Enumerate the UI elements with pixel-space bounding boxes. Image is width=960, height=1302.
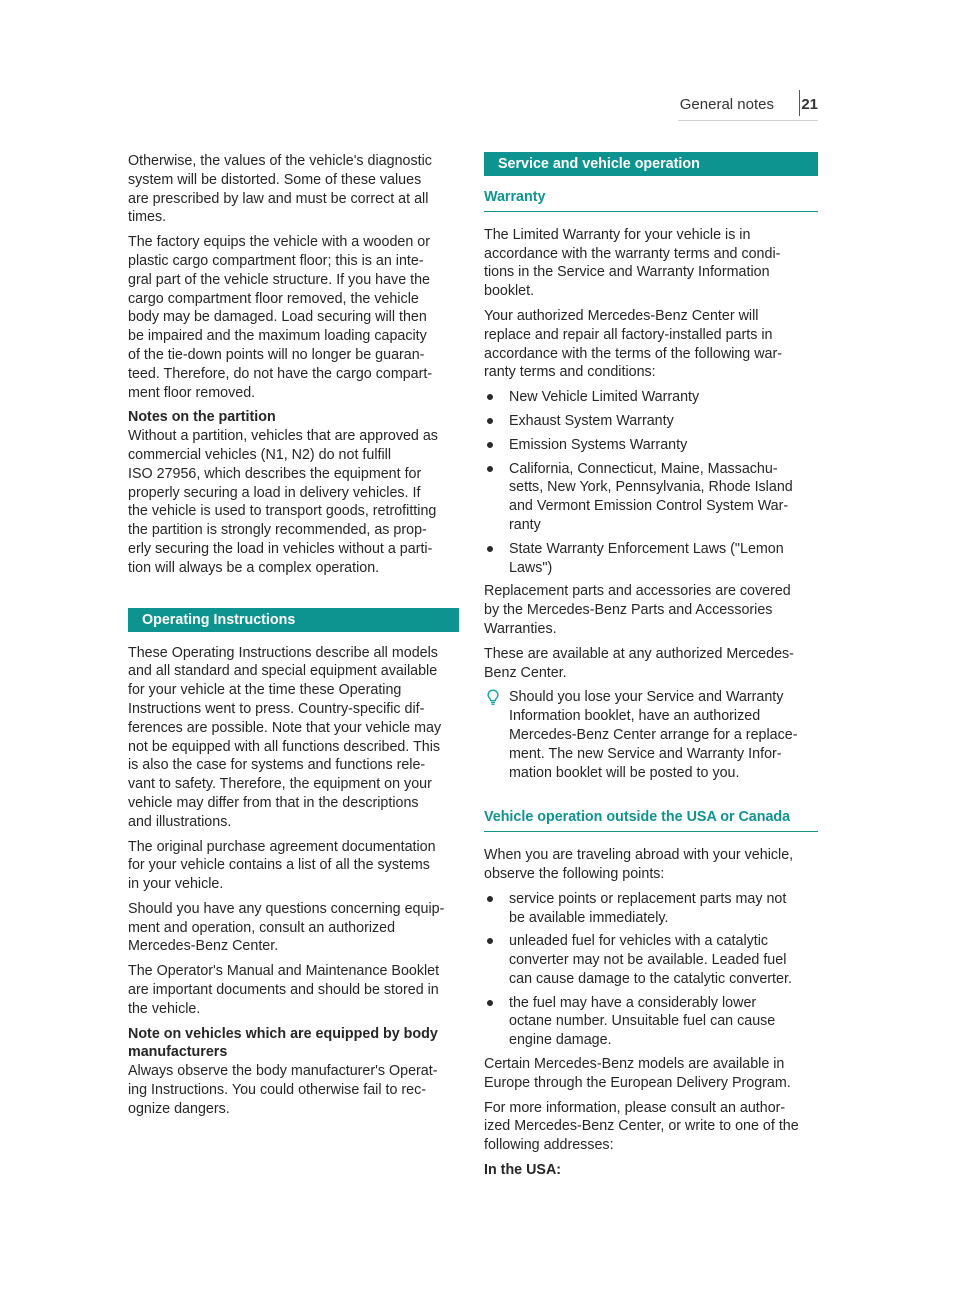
text-line: properly securing a load in delivery vehicles. If <box>128 484 421 501</box>
list-item <box>484 460 818 535</box>
bullet-icon <box>487 1000 493 1006</box>
text-line: the vehicle is used to transport goods, retrofitting <box>128 503 437 520</box>
text-line: times. <box>128 209 167 226</box>
bullet-icon <box>487 418 493 424</box>
text-line: ognize dangers. <box>128 1100 230 1117</box>
text-line: ferences are possible. Note that your vehicle may <box>128 719 442 736</box>
text-line: ment. The new Service and Warranty Infor- <box>509 745 782 762</box>
text-line: ranty terms and conditions: <box>484 364 656 381</box>
text-line: Without a partition, vehicles that are approved as <box>128 428 438 445</box>
text-line: be impaired and the maximum loading capacity <box>128 328 427 345</box>
questions-paragraph <box>128 900 459 956</box>
operating-paragraph <box>128 644 459 832</box>
text-line: by the Mercedes-Benz Parts and Accessories <box>484 602 773 619</box>
text-line: Warranties. <box>484 620 557 637</box>
text-line: New Vehicle Limited Warranty <box>509 389 700 406</box>
available-paragraph <box>484 645 818 683</box>
text-line: cargo compartment floor removed, the vehicle <box>128 290 419 307</box>
text-line: ment and operation, consult an authorized <box>128 919 396 936</box>
text-line: replace and repair all factory-installed parts in <box>484 326 773 343</box>
text-line: The Operator's Manual and Maintenance Booklet <box>128 963 440 980</box>
europe-paragraph <box>484 1055 818 1093</box>
text-line: converter may not be available. Leaded fuel <box>509 952 787 969</box>
text-line: Information booklet, have an authorized <box>509 708 761 725</box>
bullet-icon <box>487 896 493 902</box>
text-line: Your authorized Mercedes-Benz Center will <box>484 307 759 324</box>
text-line: Should you lose your Service and Warranty <box>509 689 784 706</box>
text-line: and Vermont Emission Control System War- <box>509 498 789 515</box>
intro-paragraph <box>128 152 459 227</box>
text-line: the partition is strongly recommended, as prop- <box>128 522 427 539</box>
bullet-icon <box>487 442 493 448</box>
text-line: ing Instructions. You could otherwise fail to rec- <box>128 1082 427 1099</box>
warranty-list <box>484 388 818 577</box>
text-line: accordance with the terms of the following war- <box>484 345 782 362</box>
text-line: California, Connecticut, Maine, Massachu- <box>509 460 778 477</box>
text-line: Instructions went to press. Country-specific dif- <box>128 700 425 717</box>
text-line: gral part of the vehicle structure. If you have the <box>128 271 430 288</box>
text-line: Certain Mercedes-Benz models are available in <box>484 1056 785 1073</box>
text-line: When you are traveling abroad with your vehicle, <box>484 847 794 864</box>
partition-heading: Notes on the partition <box>128 409 276 426</box>
text-line: The original purchase agreement documentation <box>128 838 436 855</box>
page-header <box>678 96 818 118</box>
text-line: system will be distorted. Some of these values <box>128 171 422 188</box>
text-line: The Limited Warranty for your vehicle is in <box>484 226 751 243</box>
right-column <box>484 152 818 1180</box>
text-line: in your vehicle. <box>128 876 224 893</box>
text-line: accordance with the warranty terms and condi- <box>484 245 781 262</box>
bullet-icon <box>487 466 493 472</box>
text-line: are important documents and should be stored in <box>128 982 439 999</box>
warranty-heading: Warranty <box>484 188 818 212</box>
text-line: body may be damaged. Load securing will then <box>128 309 427 326</box>
text-line: Exhaust System Warranty <box>509 412 674 429</box>
text-line: These are available at any authorized Mercedes- <box>484 645 794 662</box>
text-line: observe the following points: <box>484 865 665 882</box>
text-line: Europe through the European Delivery Program. <box>484 1074 791 1091</box>
text-line: manufacturers <box>128 1044 228 1061</box>
text-line: Note on vehicles which are equipped by body <box>128 1025 438 1042</box>
text-line: plastic cargo compartment floor; this is an inte- <box>128 252 424 269</box>
list-item <box>484 388 818 407</box>
text-line: engine damage. <box>509 1032 612 1049</box>
partition-paragraph <box>128 427 459 577</box>
text-line: Mercedes-Benz Center arrange for a replace- <box>509 726 798 743</box>
text-line: are prescribed by law and must be correct at all <box>128 190 429 207</box>
usa-heading: In the USA: <box>484 1162 562 1179</box>
text-line: Should you have any questions concerning equip- <box>128 900 445 917</box>
body-manufacturers-paragraph <box>128 1062 459 1118</box>
spacer <box>128 584 459 608</box>
text-line: Emission Systems Warranty <box>509 436 688 453</box>
text-line: for your vehicle at the time these Operating <box>128 682 402 699</box>
section-title: General notes <box>679 96 774 113</box>
text-line: ment floor removed. <box>128 384 256 401</box>
warranty-paragraph <box>484 226 818 301</box>
text-line: These Operating Instructions describe all models <box>128 644 438 661</box>
text-line: tion will always be a complex operation. <box>128 559 380 576</box>
bullet-icon <box>487 394 493 400</box>
travel-list <box>484 890 818 1050</box>
body-manufacturers-heading <box>128 1025 459 1063</box>
text-line: commercial vehicles (N1, N2) do not fulfill <box>128 446 391 463</box>
page-number: 21 <box>801 96 818 113</box>
text-line: the fuel may have a considerably lower <box>509 994 757 1011</box>
text-line: ISO 27956, which describes the equipment for <box>128 465 422 482</box>
text-line: and all standard and special equipment available <box>128 663 438 680</box>
purchase-paragraph <box>128 838 459 894</box>
text-line: unleaded fuel for vehicles with a catalytic <box>509 933 769 950</box>
text-line: of the tie-down points will no longer be guaran- <box>128 346 425 363</box>
text-line: ranty <box>509 516 541 533</box>
text-line: the vehicle. <box>128 1000 201 1017</box>
operating-instructions-heading: Operating Instructions <box>128 608 459 632</box>
replace-paragraph <box>484 307 818 382</box>
bullet-icon <box>487 546 493 552</box>
text-line: Laws") <box>509 559 553 576</box>
list-item <box>484 436 818 455</box>
text-line: vehicle may differ from that in the descriptions <box>128 794 419 811</box>
text-line: is also the case for systems and functions rele- <box>128 757 426 774</box>
text-line: erly securing the load in vehicles without a parti- <box>128 540 433 557</box>
text-line: vant to safety. Therefore, the equipment on your <box>128 776 432 793</box>
text-line: be available immediately. <box>509 909 669 926</box>
header-rule <box>678 120 818 121</box>
list-item <box>484 540 818 578</box>
list-item <box>484 890 818 928</box>
parts-paragraph <box>484 582 818 638</box>
text-line: teed. Therefore, do not have the cargo compart- <box>128 365 433 382</box>
text-line: for your vehicle contains a list of all the systems <box>128 857 430 874</box>
bullet-icon <box>487 938 493 944</box>
lightbulb-icon <box>484 688 502 706</box>
text-line: For more information, please consult an author- <box>484 1099 786 1116</box>
manual-paragraph <box>128 962 459 1018</box>
text-line: ized Mercedes-Benz Center, or write to one of the <box>484 1118 799 1135</box>
text-line: The factory equips the vehicle with a wooden or <box>128 234 430 251</box>
list-item <box>484 412 818 431</box>
spacer <box>484 788 818 808</box>
info-paragraph <box>484 1099 818 1155</box>
text-line: and illustrations. <box>128 813 232 830</box>
text-line: can cause damage to the catalytic converter. <box>509 970 792 987</box>
text-line: Replacement parts and accessories are covered <box>484 583 791 600</box>
text-line: Benz Center. <box>484 664 567 681</box>
cargo-floor-paragraph <box>128 233 459 402</box>
text-line: Mercedes-Benz Center. <box>128 938 279 955</box>
text-line: Always observe the body manufacturer's Operat- <box>128 1063 438 1080</box>
list-item <box>484 932 818 988</box>
list-item <box>484 994 818 1050</box>
note-text <box>509 688 818 782</box>
text-line: following addresses: <box>484 1137 614 1154</box>
header-divider <box>799 90 800 116</box>
outside-usa-heading: Vehicle operation outside the USA or Canada <box>484 808 818 832</box>
travel-paragraph <box>484 846 818 884</box>
text-line: Otherwise, the values of the vehicle's diagnostic <box>128 153 432 169</box>
text-line: booklet. <box>484 283 535 300</box>
text-line: tions in the Service and Warranty Information <box>484 264 770 281</box>
text-line: octane number. Unsuitable fuel can cause <box>509 1013 776 1030</box>
info-note <box>484 688 818 782</box>
left-column <box>128 152 459 1125</box>
text-line: setts, New York, Pennsylvania, Rhode Island <box>509 479 793 496</box>
text-line: mation booklet will be posted to you. <box>509 764 740 781</box>
service-heading: Service and vehicle operation <box>484 152 818 176</box>
text-line: State Warranty Enforcement Laws ("Lemon <box>509 540 784 557</box>
text-line: not be equipped with all functions described. This <box>128 738 441 755</box>
text-line: service points or replacement parts may not <box>509 890 787 907</box>
